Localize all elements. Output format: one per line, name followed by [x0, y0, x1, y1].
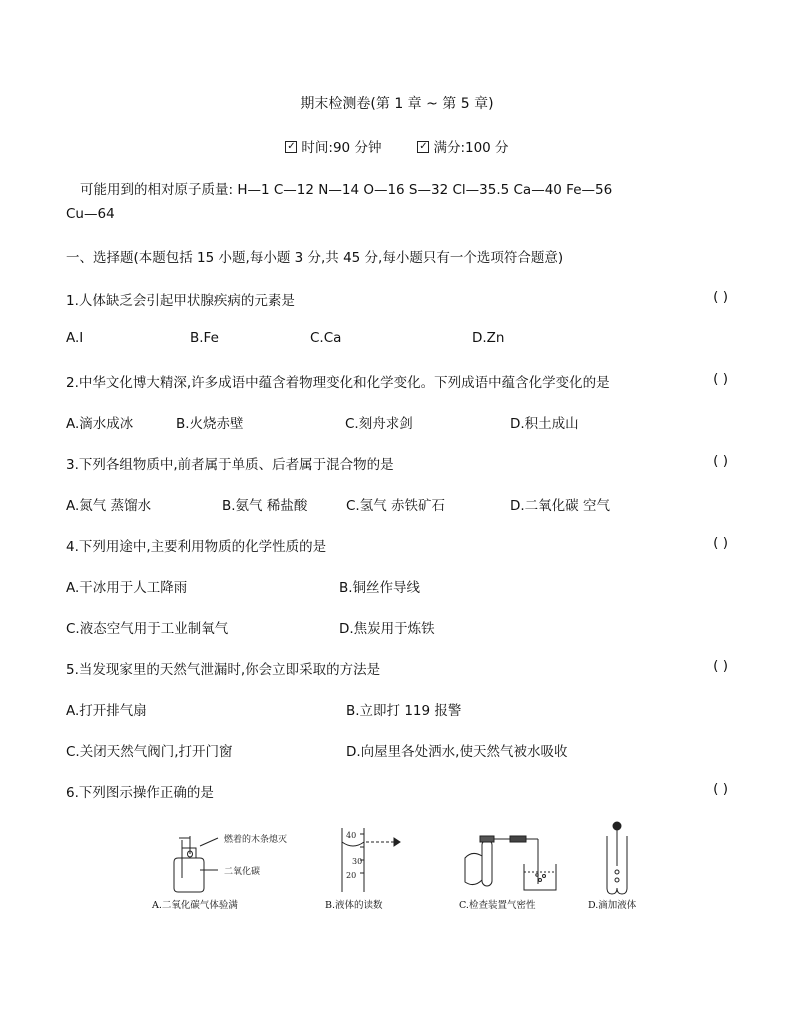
- tick-20: 20: [346, 871, 357, 880]
- q2-option-b: B.火烧赤壁: [176, 416, 244, 432]
- figure-a-label-co2: 二氧化碳: [224, 867, 261, 877]
- q5-option-c: C.关闭天然气阀门,打开门窗: [66, 744, 233, 760]
- question-2-stem: 2.中华文化博大精深,许多成语中蕴含着物理变化和化学变化。下列成语中蕴含化学变化的是: [66, 375, 610, 391]
- tick-40: 40: [346, 831, 357, 840]
- answer-paren-6: ( ): [713, 781, 728, 797]
- q4-option-a: A.干冰用于人工降雨: [66, 580, 188, 596]
- atomic-mass-line-2: Cu—64: [66, 206, 115, 222]
- atomic-mass-line-1: 可能用到的相对原子质量: H—1 C—12 N—14 O—16 S—32 Cl—35.5 Ca—40 Fe—56: [80, 182, 613, 198]
- tick-30: 30: [352, 857, 363, 866]
- q3-option-d: D.二氧化碳 空气: [510, 498, 610, 514]
- q4-option-b: B.铜丝作导线: [339, 580, 421, 596]
- q4-option-d: D.焦炭用于炼铁: [339, 621, 435, 637]
- q1-option-b: B.Fe: [190, 330, 219, 346]
- section-heading: 一、选择题(本题包括 15 小题,每小题 3 分,共 45 分,每小题只有一个选项符合题意): [66, 250, 564, 266]
- figure-a-label-splint: 燃着的木条熄灭: [224, 835, 288, 845]
- figure-caption-b: B.液体的读数: [325, 900, 383, 911]
- q3-option-a: A.氮气 蒸馏水: [66, 498, 152, 514]
- figure-caption-d: D.滴加液体: [588, 900, 637, 911]
- question-4-stem: 4.下列用途中,主要利用物质的化学性质的是: [66, 539, 327, 555]
- q3-option-c: C.氢气 赤铁矿石: [346, 498, 446, 514]
- figure-a-gas-bottle: [174, 836, 218, 892]
- page-title: 期末检测卷(第 1 章 ~ 第 5 章): [300, 96, 494, 112]
- q1-option-a: A.I: [66, 330, 84, 346]
- answer-paren-3: ( ): [713, 453, 728, 469]
- q5-option-b: B.立即打 119 报警: [346, 703, 462, 719]
- answer-paren-1: ( ): [713, 289, 728, 305]
- q5-option-d: D.向屋里各处洒水,使天然气被水吸收: [346, 744, 568, 760]
- q5-option-a: A.打开排气扇: [66, 703, 147, 719]
- q1-option-c: C.Ca: [310, 330, 342, 346]
- question-6-stem: 6.下列图示操作正确的是: [66, 785, 214, 801]
- figure-c-airtightness: [465, 836, 556, 890]
- q2-option-a: A.滴水成冰: [66, 416, 134, 432]
- question-1-stem: 1.人体缺乏会引起甲状腺疾病的元素是: [66, 293, 295, 309]
- check-icon: ✓: [287, 141, 296, 152]
- time-limit: 时间:90 分钟: [301, 140, 382, 156]
- figure-d-dropper: [607, 822, 627, 894]
- q2-option-c: C.刻舟求剑: [345, 416, 413, 432]
- figure-caption-c: C.检查装置气密性: [459, 900, 536, 911]
- answer-paren-5: ( ): [713, 658, 728, 674]
- q4-option-c: C.液态空气用于工业制氧气: [66, 621, 229, 637]
- answer-paren-2: ( ): [713, 371, 728, 387]
- check-icon: ✓: [419, 141, 428, 152]
- answer-paren-4: ( ): [713, 535, 728, 551]
- question-3-stem: 3.下列各组物质中,前者属于单质、后者属于混合物的是: [66, 457, 394, 473]
- q1-option-d: D.Zn: [472, 330, 505, 346]
- full-score: 满分:100 分: [433, 140, 509, 156]
- q3-option-b: B.氨气 稀盐酸: [222, 498, 308, 514]
- q2-option-d: D.积土成山: [510, 416, 579, 432]
- figure-caption-a: A.二氧化碳气体验满: [152, 900, 238, 911]
- exam-meta: [0, 136, 794, 156]
- question-5-stem: 5.当发现家里的天然气泄漏时,你会立即采取的方法是: [66, 662, 381, 678]
